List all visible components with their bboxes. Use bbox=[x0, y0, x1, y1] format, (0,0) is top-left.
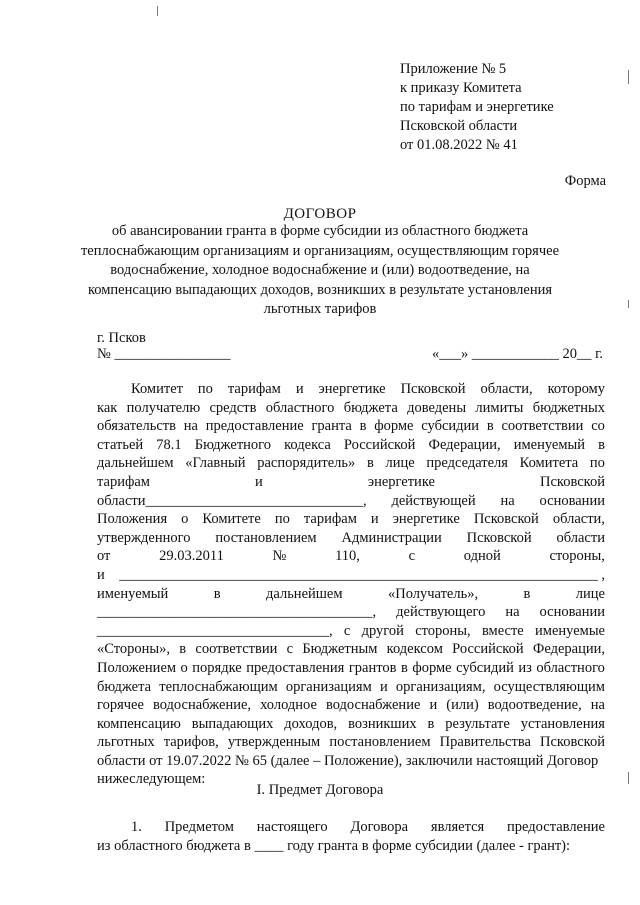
word: области, bbox=[552, 511, 605, 528]
word: порядке bbox=[192, 659, 242, 676]
preamble-line bbox=[97, 380, 605, 399]
word: лице bbox=[575, 585, 605, 602]
scan-speck bbox=[628, 70, 629, 84]
word: результате bbox=[445, 715, 510, 732]
word: стороны, bbox=[549, 548, 605, 565]
word: Администрации bbox=[341, 529, 442, 546]
word: Псковской bbox=[540, 734, 605, 751]
word: Бюджетного bbox=[194, 436, 271, 453]
word: дальнейшем bbox=[97, 455, 174, 472]
word: в bbox=[427, 715, 435, 732]
preamble-line bbox=[97, 622, 605, 641]
word: получателю bbox=[126, 399, 201, 416]
word: бюджетных bbox=[532, 399, 605, 416]
word: организациям bbox=[285, 678, 372, 695]
word: кодекса bbox=[284, 436, 331, 453]
word: энергетике bbox=[392, 511, 460, 528]
word: бюджета bbox=[97, 678, 152, 695]
word: доходов, bbox=[284, 715, 338, 732]
form-label: Форма bbox=[564, 173, 606, 189]
word: именуемый bbox=[513, 436, 586, 453]
word: Комитете bbox=[202, 511, 261, 528]
subtitle-line: компенсацию выпадающих доходов, возникших в результате установления bbox=[87, 281, 553, 298]
word: (или) bbox=[446, 697, 479, 714]
word: Положения bbox=[97, 511, 168, 528]
word: установления bbox=[520, 715, 605, 732]
subtitle-line: теплоснабжающим организациям и организациям, осуществляющим горячее bbox=[80, 242, 560, 259]
word: Псковской bbox=[540, 473, 605, 490]
word: тарифам bbox=[227, 381, 281, 397]
word: распорядитель» bbox=[257, 455, 356, 472]
word: области bbox=[556, 529, 605, 546]
word: водоотведение, bbox=[487, 697, 582, 714]
word: форме bbox=[374, 418, 414, 435]
word: Комитета bbox=[519, 455, 579, 472]
word: утвержденного bbox=[97, 529, 191, 546]
appendix-block bbox=[400, 60, 554, 155]
clause-line: из областного бюджета в ____ году гранта в форме субсидии (далее - грант): bbox=[97, 837, 571, 854]
word: компенсацию bbox=[97, 715, 181, 732]
word: областного bbox=[536, 659, 605, 676]
word: 110, bbox=[335, 548, 360, 565]
appendix-line: от 01.08.2022 № 41 bbox=[400, 137, 518, 153]
subtitle-line: льготных тарифов bbox=[263, 301, 377, 317]
word: с bbox=[408, 548, 416, 565]
preamble-line bbox=[97, 678, 605, 697]
preamble-line bbox=[97, 640, 605, 659]
word: Российской bbox=[343, 436, 416, 453]
word: соответствии bbox=[195, 641, 278, 658]
word: соответствии bbox=[501, 418, 584, 435]
word: льготных bbox=[97, 734, 155, 751]
word: с bbox=[343, 622, 351, 639]
word: 78.1 bbox=[156, 436, 182, 453]
word: другой bbox=[361, 622, 404, 639]
word: со bbox=[591, 418, 605, 435]
word: Правительства bbox=[439, 734, 531, 751]
word: именуемый bbox=[97, 585, 169, 602]
preamble-line bbox=[97, 529, 605, 548]
scan-speck bbox=[628, 300, 629, 308]
word: гранта bbox=[311, 418, 352, 435]
preamble-line bbox=[97, 585, 605, 604]
preamble-line bbox=[97, 603, 605, 622]
document-subtitle bbox=[80, 222, 560, 320]
city-label: г. Псков bbox=[97, 330, 146, 346]
word: с bbox=[286, 641, 294, 658]
word: тарифов, bbox=[163, 734, 219, 751]
preamble-line bbox=[97, 399, 605, 418]
word: в bbox=[366, 455, 374, 472]
word: Предметом bbox=[164, 819, 234, 835]
word: и bbox=[370, 511, 379, 528]
scan-speck bbox=[157, 6, 158, 16]
word: Федерации, bbox=[532, 641, 605, 658]
clause-line bbox=[97, 818, 605, 837]
word: в bbox=[486, 418, 494, 435]
word: Псковской bbox=[400, 381, 466, 397]
preamble-line bbox=[97, 696, 605, 715]
word: осуществляющим bbox=[493, 678, 605, 695]
word: о bbox=[181, 511, 189, 528]
word: Положением bbox=[97, 659, 177, 676]
appendix-line: Приложение № 5 bbox=[400, 61, 507, 77]
word: из bbox=[518, 659, 532, 676]
word: по bbox=[274, 511, 290, 528]
appendix-line: по тарифам и энергетике bbox=[400, 99, 554, 115]
preamble-line bbox=[97, 733, 605, 752]
word: 29.03.2011 bbox=[159, 548, 224, 565]
appendix-line: Псковской области bbox=[400, 118, 518, 134]
word: в bbox=[179, 641, 187, 658]
word: обязательств bbox=[97, 418, 176, 435]
preamble-line bbox=[97, 715, 605, 734]
contract-number-field: № ________________ bbox=[97, 346, 231, 362]
word: средств bbox=[209, 399, 257, 416]
word: статьей bbox=[97, 436, 144, 453]
word: области______________________________, bbox=[97, 492, 367, 509]
word: областного bbox=[265, 399, 335, 416]
word: от bbox=[97, 548, 111, 565]
word: бюджета bbox=[343, 399, 398, 416]
word: действующего bbox=[396, 604, 486, 621]
word: № bbox=[272, 548, 287, 565]
word: по bbox=[197, 381, 213, 397]
preamble-line bbox=[97, 547, 605, 566]
word: действующей bbox=[391, 492, 476, 509]
word: одной bbox=[463, 548, 501, 565]
subtitle-line: водоснабжение, холодное водоснабжение и (или) водоотведение, на bbox=[110, 262, 530, 278]
word: Российской bbox=[452, 641, 524, 658]
word: субсидии bbox=[421, 418, 480, 435]
word: о bbox=[180, 659, 188, 676]
word: на bbox=[590, 697, 605, 714]
word: и bbox=[429, 697, 438, 714]
subtitle-line: об авансировании гранта в форме субсидии из областного бюджета bbox=[111, 223, 529, 239]
word: предоставление bbox=[507, 819, 605, 835]
preamble-line bbox=[97, 566, 605, 585]
word: в bbox=[598, 436, 605, 453]
word: в bbox=[523, 585, 531, 602]
word: в bbox=[213, 585, 221, 602]
word: тарифам bbox=[303, 511, 357, 528]
word: Федерации, bbox=[428, 436, 501, 453]
preamble-text bbox=[97, 380, 605, 789]
word: Бюджетным bbox=[302, 641, 378, 658]
word: «Главный bbox=[185, 455, 246, 472]
word: холодное bbox=[260, 697, 317, 714]
word: теплоснабжающим bbox=[159, 678, 278, 695]
word: ________________________________, bbox=[97, 622, 333, 639]
clause-1 bbox=[97, 818, 605, 855]
word: Псковской bbox=[473, 511, 539, 528]
word: именуемые bbox=[535, 622, 605, 639]
word: настоящего bbox=[256, 819, 328, 835]
word: по bbox=[589, 455, 605, 472]
word: и bbox=[97, 566, 105, 583]
number-date-row bbox=[97, 346, 603, 363]
word: председателя bbox=[426, 455, 508, 472]
preamble-line: нижеследующем: bbox=[97, 771, 206, 788]
appendix-line: к приказу Комитета bbox=[400, 80, 522, 96]
document-title: ДОГОВОР bbox=[283, 206, 357, 222]
word: Договора bbox=[350, 819, 409, 835]
word: доведены bbox=[407, 399, 467, 416]
word: постановлением bbox=[329, 734, 431, 751]
word: водоснабжение, bbox=[152, 697, 252, 714]
word: и bbox=[379, 678, 388, 695]
word: форме bbox=[412, 659, 452, 676]
word: вместе bbox=[481, 622, 524, 639]
word: Комитет bbox=[131, 381, 183, 397]
word: лице bbox=[385, 455, 415, 472]
word: как bbox=[97, 399, 118, 416]
word: кодексом bbox=[386, 641, 443, 658]
word: на bbox=[500, 492, 515, 509]
word: энергетике bbox=[367, 473, 435, 490]
preamble-line bbox=[97, 417, 605, 436]
word: __________________________________________________________________ , bbox=[119, 566, 605, 583]
word: субсидий bbox=[456, 659, 514, 676]
word: и bbox=[295, 381, 304, 397]
word: «Стороны», bbox=[97, 641, 171, 658]
word: на bbox=[505, 604, 520, 621]
word: постановлением bbox=[215, 529, 317, 546]
preamble-line bbox=[97, 436, 605, 455]
contract-date-field: «___» ____________ 20__ г. bbox=[431, 346, 603, 362]
word: и bbox=[255, 473, 263, 490]
word: утвержденным bbox=[227, 734, 321, 751]
word: выпадающих bbox=[191, 715, 274, 732]
word: организациям, bbox=[395, 678, 486, 695]
word: возникших bbox=[348, 715, 417, 732]
preamble-line bbox=[97, 492, 605, 511]
word: Псковской bbox=[466, 529, 532, 546]
preamble-line: области от 19.07.2022 № 65 (далее – Положение), заключили настоящий Договор bbox=[97, 752, 599, 769]
word: области, bbox=[480, 381, 533, 397]
word: основании bbox=[539, 492, 605, 509]
section-1-title: I. Предмет Договора bbox=[256, 782, 384, 798]
word: которому bbox=[547, 381, 605, 397]
word: тарифам bbox=[97, 473, 150, 490]
word: водоснабжение bbox=[325, 697, 421, 714]
word: грантов bbox=[348, 659, 397, 676]
word: ______________________________________, bbox=[97, 604, 377, 621]
preamble-line bbox=[97, 473, 605, 492]
word: стороны, bbox=[415, 622, 471, 639]
word: является bbox=[430, 819, 485, 835]
preamble-line bbox=[97, 510, 605, 529]
word: 1. bbox=[131, 819, 142, 835]
word: в bbox=[400, 659, 408, 676]
word: «Получатель», bbox=[387, 585, 479, 602]
word: дальнейшем bbox=[266, 585, 343, 602]
preamble-line bbox=[97, 659, 605, 678]
word: предоставление bbox=[205, 418, 304, 435]
word: энергетике bbox=[318, 381, 386, 397]
word: на bbox=[183, 418, 198, 435]
word: в bbox=[359, 418, 367, 435]
word: предоставления bbox=[246, 659, 345, 676]
word: лимиты bbox=[475, 399, 524, 416]
word: основании bbox=[539, 604, 605, 621]
word: горячее bbox=[97, 697, 144, 714]
preamble-line bbox=[97, 454, 605, 473]
